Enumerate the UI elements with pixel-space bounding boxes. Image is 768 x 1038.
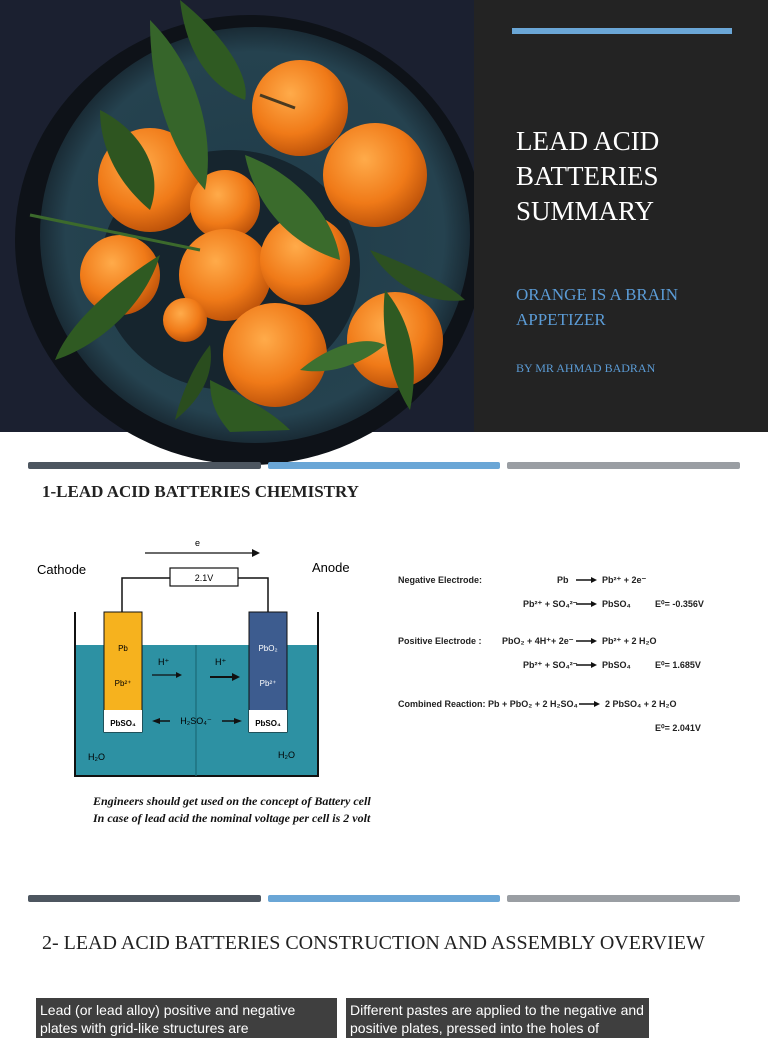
equation-term: Pb²⁺ + SO₄²⁻ <box>523 599 578 609</box>
plate-label: Pb²⁺ <box>259 679 277 688</box>
electrode-potential: E⁰= 1.685V <box>655 660 701 670</box>
electrode-potential: E⁰= 2.041V <box>655 723 701 733</box>
equation-term: Pb <box>557 575 569 585</box>
author-line: BY MR AHMAD BADRAN <box>516 361 656 375</box>
info-box: Different pastes are applied to the negative and positive plates, pressed into the holes of <box>346 998 649 1038</box>
section-heading: 1-LEAD ACID BATTERIES CHEMISTRY <box>42 482 359 501</box>
slide-subtitle <box>516 282 746 332</box>
negative-electrode-label: Negative Electrode: <box>398 575 483 585</box>
water-label: H₂O <box>278 750 295 760</box>
voltage-label: 2.1V <box>194 573 214 583</box>
divider-bar-gray <box>507 895 740 902</box>
equation-term: Pb + PbO₂ + 2 H₂SO₄ <box>488 699 578 709</box>
equation-term: Pb²⁺ + SO₄²⁻ <box>523 660 578 670</box>
electron-label: e <box>195 538 201 548</box>
section-heading: 2- LEAD ACID BATTERIES CONSTRUCTION AND ASSEMBLY OVERVIEW <box>42 932 705 954</box>
equation-term: Pb²⁺ + 2 H₂O <box>602 636 657 646</box>
divider-bar-blue <box>268 462 500 469</box>
equation-term: PbSO₄ <box>602 599 631 609</box>
note-line: Engineers should get used on the concept of Battery cell <box>93 794 371 808</box>
title-line: SUMMARY <box>516 196 655 226</box>
wire-left <box>122 578 170 612</box>
title-slide <box>0 0 768 432</box>
positive-electrode-label: Positive Electrode : <box>398 636 482 646</box>
equation-term: Pb²⁺ + 2e⁻ <box>602 575 647 585</box>
reaction-arrows <box>576 577 600 707</box>
electron-arrow-head <box>252 549 260 557</box>
acid-label: H₂SO₄⁻ <box>180 716 212 726</box>
ion-label: H⁺ <box>215 657 227 667</box>
wire-right <box>238 578 268 612</box>
divider-bar-blue <box>268 895 500 902</box>
plate-label: Pb²⁺ <box>114 679 132 688</box>
electrode-potential: E⁰= -0.356V <box>655 599 704 609</box>
equation-term: PbO₂ + 4H⁺+ 2e⁻ <box>502 636 574 646</box>
plate-label: PbO₂ <box>258 644 278 653</box>
title-line: BATTERIES <box>516 161 659 191</box>
accent-bar <box>512 28 732 34</box>
slide-title <box>516 124 746 229</box>
subtitle-line: ORANGE IS A BRAIN <box>516 285 678 304</box>
reaction-equations <box>395 568 735 738</box>
plate-label: PbSO₄ <box>255 719 281 728</box>
info-box: Lead (or lead alloy) positive and negative plates with grid-like structures are <box>36 998 337 1038</box>
divider-bar-dark <box>28 462 261 469</box>
oranges-photo <box>0 0 474 432</box>
plate-label: PbSO₄ <box>110 719 136 728</box>
cathode-label: Cathode <box>37 562 87 577</box>
ion-label: H⁺ <box>158 657 170 667</box>
oranges-bowl-image <box>0 0 474 432</box>
battery-cell-diagram <box>30 530 350 780</box>
note-line: In case of lead acid the nominal voltage per cell is 2 volt <box>93 811 371 825</box>
divider-bar-dark <box>28 895 261 902</box>
divider-bar-gray <box>507 462 740 469</box>
equation-term: 2 PbSO₄ + 2 H₂O <box>605 699 677 709</box>
subtitle-line: APPETIZER <box>516 310 606 329</box>
equation-term: PbSO₄ <box>602 660 631 670</box>
water-label: H₂O <box>88 752 105 762</box>
anode-label: Anode <box>312 560 350 575</box>
title-line: LEAD ACID <box>516 126 660 156</box>
combined-reaction-label: Combined Reaction: <box>398 699 486 709</box>
plate-label: Pb <box>118 644 128 653</box>
